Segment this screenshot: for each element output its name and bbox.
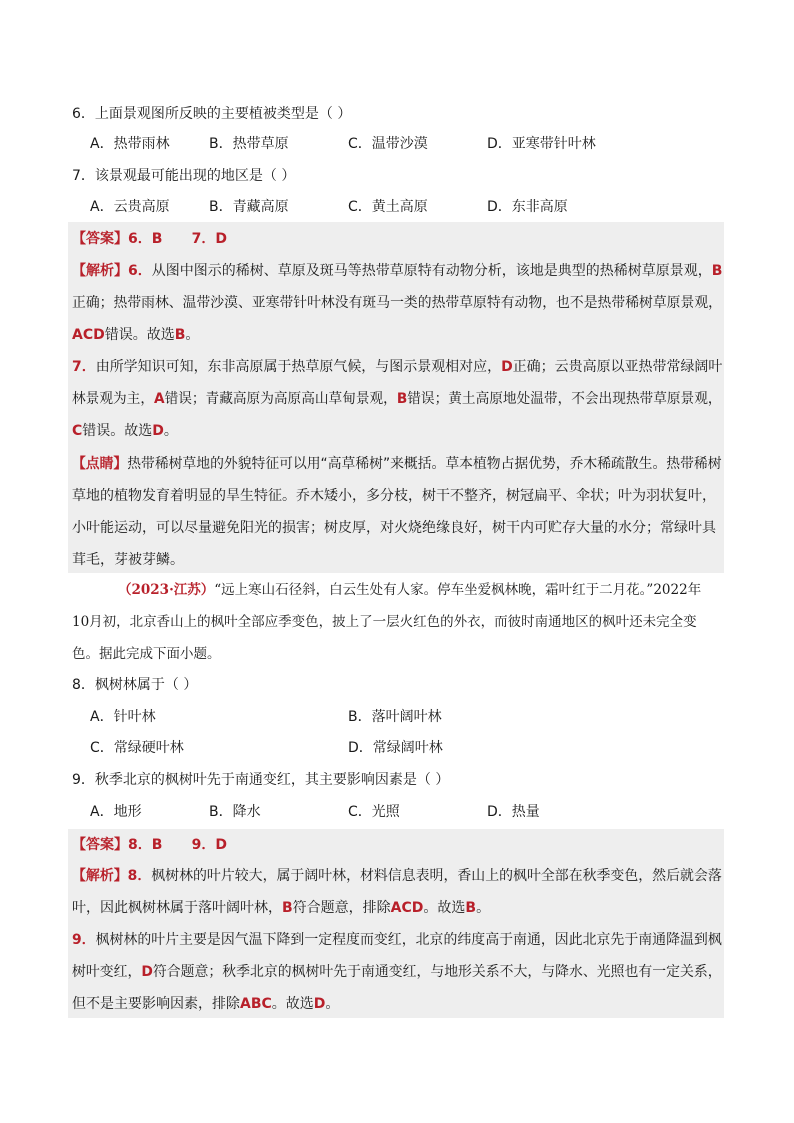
analysis-7-line-1 xyxy=(72,357,722,377)
tip-tag: 【点睛】 xyxy=(72,456,128,472)
analysis-text: 。 xyxy=(325,996,340,1012)
option-d: D．热量 xyxy=(487,804,540,820)
question-6-stem: 6．上面景观图所反映的主要植被类型是（ ） xyxy=(72,106,352,122)
option-c: C．光照 xyxy=(348,804,400,820)
analysis-text: 。故选 xyxy=(271,996,314,1012)
analysis-text: 叶，因此枫树林属于落叶阔叶林， xyxy=(72,900,282,916)
highlight: C xyxy=(72,423,83,439)
question-8-stem: 8．枫树林属于（ ） xyxy=(72,677,198,693)
option-d: D．亚寒带针叶林 xyxy=(487,136,596,152)
analysis-6-line-3 xyxy=(72,325,199,345)
analysis-tag: 【解析】 xyxy=(72,263,128,279)
highlight: B xyxy=(396,391,408,407)
analysis-number: 7． xyxy=(72,359,96,375)
analysis-text: 正确；云贵高原以亚热带常绿阔叶 xyxy=(512,359,723,375)
analysis-text: 。 xyxy=(185,327,200,343)
material-line-1 xyxy=(118,580,701,600)
answer-text: 6．B 7．D xyxy=(128,231,228,247)
tip-line-2: 草地的植物发育着明显的旱生特征。乔木矮小，多分枝，树干不整齐，树冠扁平、伞状；叶为羽状复叶， xyxy=(72,488,716,504)
answer-box-1 xyxy=(68,222,724,573)
analysis-number: 8． xyxy=(127,868,152,884)
highlight: D xyxy=(313,996,326,1012)
analysis-text: 但不是主要影响因素，排除 xyxy=(72,996,240,1012)
analysis-7-line-3 xyxy=(72,421,178,441)
option-b: B．降水 xyxy=(209,804,261,820)
highlight: B xyxy=(174,327,186,343)
source-tag: （2023·江苏） xyxy=(118,582,215,598)
question-7-stem: 7．该景观最可能出现的地区是（ ） xyxy=(72,168,296,184)
material-text: “远上寒山石径斜，白云生处有人家。停车坐爱枫林晚，霜叶红于二月花。”2022年 xyxy=(214,582,702,598)
analysis-number: 6． xyxy=(128,263,152,279)
highlight: ABC xyxy=(240,996,272,1012)
analysis-text: 。 xyxy=(163,423,178,439)
highlight: D xyxy=(152,423,164,439)
analysis-6-line-2: 正确；热带雨林、温带沙漠、亚寒带针叶林没有斑马一类的热带草原特有动物，也不是热带稀树草原景观， xyxy=(72,295,722,311)
answer-line xyxy=(72,229,227,249)
highlight: B xyxy=(465,900,477,916)
option-b: B．热带草原 xyxy=(209,136,289,152)
option-a: A．地形 xyxy=(90,804,142,820)
analysis-text: 树叶变红， xyxy=(72,964,142,980)
highlight: B xyxy=(282,900,293,916)
analysis-9-line-3 xyxy=(72,994,339,1014)
analysis-text: 由所学知识可知，东非高原属于热草原气候，与图示景观相对应， xyxy=(95,359,502,375)
tip-line-3: 小叶能运动，可以尽量避免阳光的损害；树皮厚，对火烧绝缘良好，树干内可贮存大量的水分；常绿叶具 xyxy=(72,520,716,536)
highlight: ACD xyxy=(390,900,424,916)
analysis-text: 错误；黄土高原地处温带，不会出现热带草原景观， xyxy=(407,391,722,407)
analysis-8-line-1 xyxy=(72,866,722,886)
answer-box-2 xyxy=(68,829,724,1018)
highlight: D xyxy=(501,359,513,375)
analysis-text: 。故选 xyxy=(423,900,466,916)
option-c: C．温带沙漠 xyxy=(348,136,428,152)
material-line-3: 色。据此完成下面小题。 xyxy=(72,646,221,662)
answer-tag: 【答案】 xyxy=(72,837,128,853)
analysis-text: 错误。故选 xyxy=(82,423,153,439)
tip-text: 热带稀树草地的外貌特征可以用“高草稀树”来概括。草本植物占据优势，乔木稀疏散生。热带稀树 xyxy=(127,456,722,472)
option-d: D．常绿阔叶林 xyxy=(348,740,443,756)
tip-line-1 xyxy=(72,454,722,474)
highlight: A xyxy=(153,391,165,407)
option-c: C．常绿硬叶林 xyxy=(90,740,184,756)
highlight: ACD xyxy=(72,327,105,343)
analysis-8-line-2 xyxy=(72,898,490,918)
option-a: A．针叶林 xyxy=(90,709,156,725)
option-b: B．青藏高原 xyxy=(209,199,289,215)
analysis-text: 枫树林的叶片主要是因气温下降到一定程度而变红，北京的纬度高于南通，因此北京先于南通降温到枫 xyxy=(95,932,722,948)
analysis-9-line-1 xyxy=(72,930,722,950)
analysis-text: 。 xyxy=(476,900,491,916)
analysis-number: 9． xyxy=(72,932,96,948)
option-c: C．黄土高原 xyxy=(348,199,428,215)
tip-line-4: 茸毛，芽被芽鳞。 xyxy=(72,552,184,568)
analysis-text: 枫树林的叶片较大，属于阔叶林，材料信息表明，香山上的枫叶全部在秋季变色，然后就会落 xyxy=(151,868,722,884)
material-line-2: 10月初，北京香山上的枫叶全部应季变色，披上了一层火红色的外衣，而彼时南通地区的枫叶还未完全变 xyxy=(72,614,697,630)
analysis-text: 错误。故选 xyxy=(104,327,175,343)
question-9-stem: 9．秋季北京的枫树叶先于南通变红，其主要影响因素是（ ） xyxy=(72,772,450,788)
answer-tag: 【答案】 xyxy=(72,231,128,247)
analysis-6-line-1 xyxy=(72,261,722,281)
option-a: A．热带雨林 xyxy=(90,136,170,152)
analysis-tag: 【解析】 xyxy=(72,868,128,884)
analysis-text: 林景观为主， xyxy=(72,391,154,407)
highlight: B xyxy=(711,263,723,279)
analysis-text: 错误；青藏高原为高原高山草甸景观， xyxy=(164,391,397,407)
analysis-text: 从图中图示的稀树、草原及斑马等热带草原特有动物分析，该地是典型的热稀树草原景观， xyxy=(151,263,712,279)
analysis-text: 符合题意；秋季北京的枫树叶先于南通变红，与地形关系不大，与降水、光照也有一定关系， xyxy=(152,964,722,980)
option-b: B．落叶阔叶林 xyxy=(348,709,442,725)
answer-line xyxy=(72,835,227,855)
analysis-text: 符合题意，排除 xyxy=(292,900,391,916)
analysis-7-line-2 xyxy=(72,389,722,409)
highlight: D xyxy=(141,964,153,980)
option-d: D．东非高原 xyxy=(487,199,568,215)
analysis-9-line-2 xyxy=(72,962,722,982)
option-a: A．云贵高原 xyxy=(90,199,170,215)
answer-text: 8．B 9．D xyxy=(128,837,228,853)
